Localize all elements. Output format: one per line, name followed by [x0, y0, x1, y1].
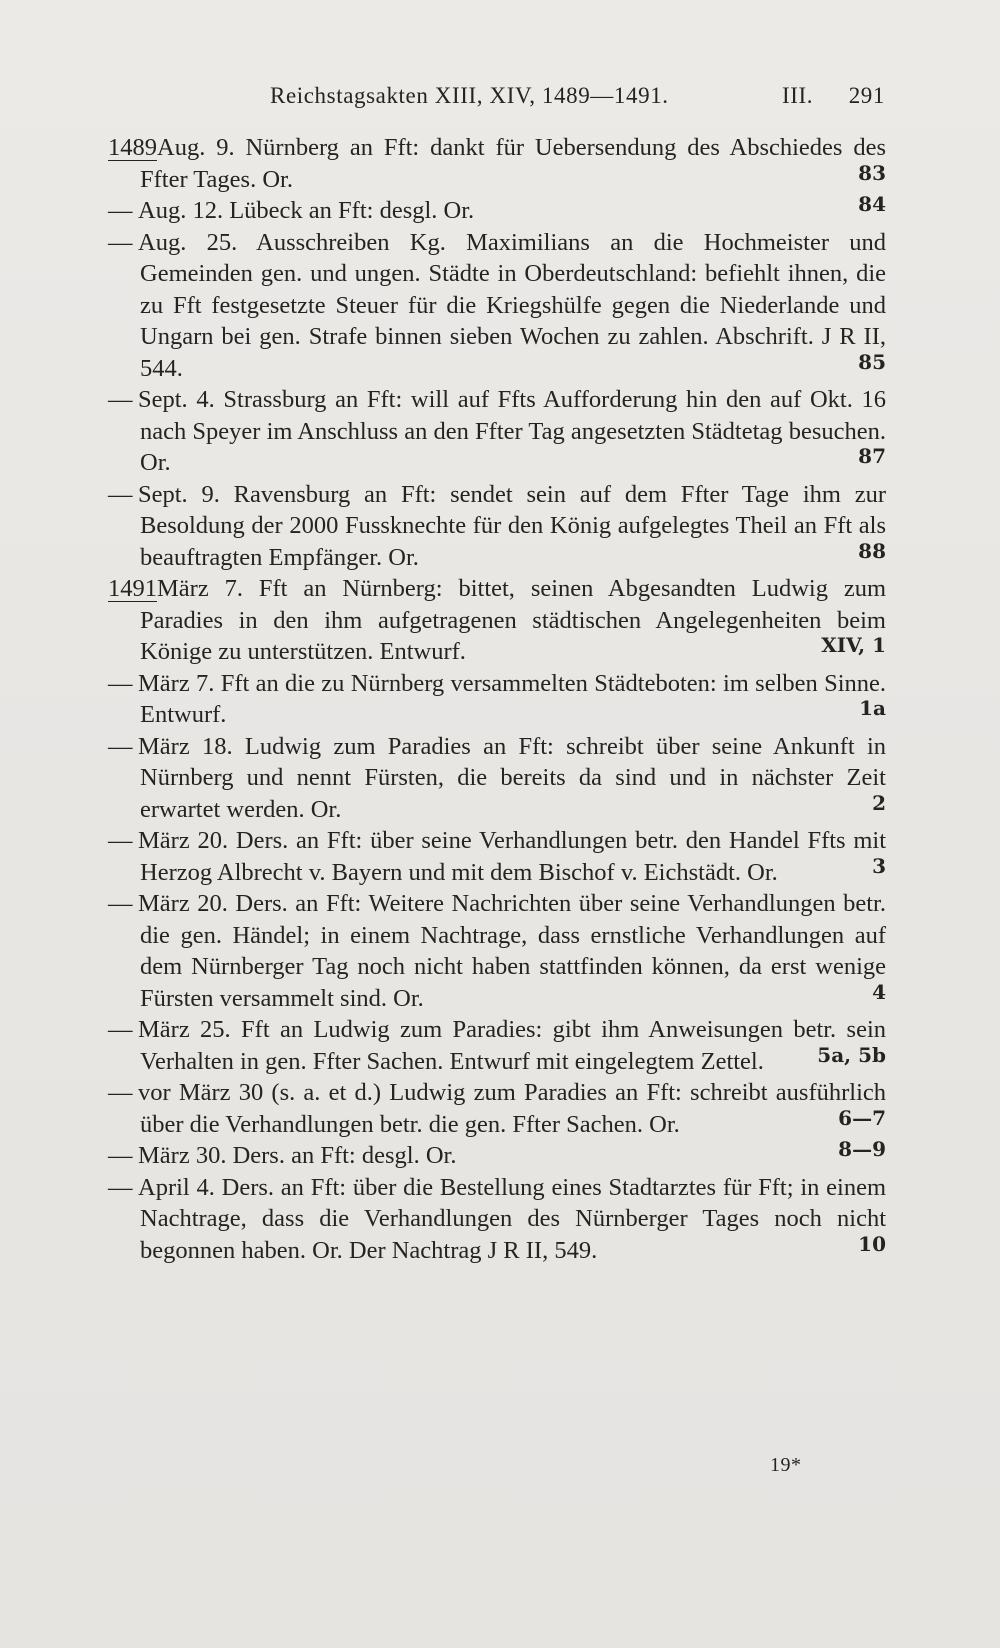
- regest-entry: [108, 1172, 886, 1267]
- entry-lead: [108, 384, 138, 416]
- regest-entry: [108, 479, 886, 574]
- regest-entry: [108, 192, 886, 227]
- regest-entry: [108, 227, 886, 385]
- entry-text: Ravensburg an Fft: sendet sein auf dem Ffter Tage ihm zur Besoldung der 2000 Fussknechte für den König aufgelegtes Theil an Fft als beauftragten Empfänger. Or.: [140, 480, 887, 571]
- ditto-dash: —: [108, 669, 133, 697]
- entry-date: Aug. 9.: [157, 134, 235, 161]
- regest-entry: [108, 1077, 886, 1140]
- ditto-dash: —: [108, 1079, 133, 1106]
- entry-year: 1489: [108, 134, 157, 161]
- regest-entry: [108, 1014, 886, 1077]
- entry-lead: [108, 132, 157, 164]
- entry-text: Ders. an Fft: über seine Verhandlungen betr. den Handel Ffts mit Herzog Albrecht v. Bayern und mit dem Bischof v. Eichstädt. Or.: [140, 827, 887, 886]
- ditto-dash: —: [108, 1016, 133, 1043]
- entry-lead: [108, 195, 138, 227]
- entry-text: Nürnberg an Fft: dankt für Uebersendung des Abschiedes des Ffter Tages. Or.: [140, 134, 886, 193]
- regest-entry: [108, 384, 886, 479]
- entry-text: Ders. an Fft: über die Bestellung eines Stadtarztes für Fft; in einem Nachtrage, dass die Verhandlungen des Nürnberger Tages noch nicht begonnen haben. Or. Der Nachtrag J R II, 549.: [140, 1173, 887, 1264]
- entry-text: Strassburg an Fft: will auf Ffts Aufforderung hin den auf Okt. 16 nach Speyer im Anschluss an den Ffter Tag angesetzten Städtetag besuchen. Or.: [140, 386, 887, 476]
- entry-text: Fft an Nürnberg: bittet, seinen Abgesandten Ludwig zum Paradies in den ihm aufgetragenen städtischen Angelegenheiten beim Könige zu unterstützen. Entwurf.: [140, 575, 887, 665]
- entry-text: Fft an die zu Nürnberg versammelten Städteboten: im selben Sinne. Entwurf.: [140, 669, 886, 728]
- regest-entry: [108, 1137, 886, 1172]
- entry-date: März 25.: [138, 1016, 231, 1043]
- entry-text: Ders. an Fft: desgl. Or.: [232, 1142, 457, 1169]
- entry-list: [108, 132, 886, 1266]
- entry-lead: [108, 1014, 138, 1046]
- document-number: 4: [872, 979, 886, 1004]
- document-number: 2: [872, 790, 886, 815]
- entry-text: Ausschreiben Kg. Maximilians an die Hochmeister und Gemeinden gen. und ungen. Städte in Oberdeutschland: befiehlt ihnen, die zu Fft festgesetzte Steuer für die Kriegshülfe gegen die Niederlande und Ungarn bei gen. Strafe binnen sieben Wochen zu zahlen. Abschrift. J R II, 544.: [140, 228, 886, 382]
- entry-lead: [108, 1077, 138, 1109]
- entry-date: März 20.: [138, 827, 229, 854]
- document-number: 88: [858, 538, 886, 563]
- document-number: 6—7: [838, 1105, 886, 1130]
- ditto-dash: —: [108, 890, 133, 917]
- ditto-dash: —: [108, 197, 133, 224]
- ditto-dash: —: [108, 480, 133, 508]
- entry-lead: [108, 731, 138, 763]
- running-header: [270, 83, 885, 117]
- document-number: 85: [858, 349, 886, 374]
- regest-entry: [108, 668, 886, 731]
- running-title: Reichstagsakten XIII, XIV, 1489—1491.: [270, 83, 669, 108]
- entry-text: Ludwig zum Paradies an Fft: schreibt ausführlich über die Verhandlungen betr. die gen. Ffter Sachen. Or.: [140, 1079, 887, 1138]
- entry-date: März 7.: [138, 669, 215, 697]
- printer-signature: 19*: [770, 1454, 802, 1476]
- entry-lead: [108, 888, 138, 920]
- ditto-dash: —: [108, 386, 133, 413]
- ditto-dash: —: [108, 1173, 133, 1201]
- entry-lead: [108, 573, 157, 605]
- document-number: 1a: [859, 696, 886, 720]
- document-number: 3: [872, 853, 886, 878]
- entry-lead: [108, 1140, 138, 1172]
- entry-date: März 7.: [157, 575, 243, 602]
- ditto-dash: —: [108, 827, 133, 854]
- entry-date: Aug. 25.: [138, 228, 238, 256]
- entry-lead: [108, 825, 138, 857]
- document-number: 10: [858, 1231, 886, 1256]
- entry-date: vor März 30 (s. a. et d.): [138, 1079, 382, 1106]
- entry-lead: [108, 227, 138, 259]
- entry-year: 1491: [108, 575, 157, 602]
- entry-lead: [108, 479, 138, 511]
- ditto-dash: —: [108, 1142, 133, 1169]
- entry-date: Aug. 12.: [138, 197, 224, 224]
- entry-date: April 4.: [138, 1173, 215, 1201]
- document-number: 5a, 5b: [817, 1042, 886, 1067]
- section-number: III.: [782, 83, 814, 108]
- entry-text: Ders. an Fft: Weitere Nachrichten über seine Verhandlungen betr. die gen. Händel; in einem Nachtrage, dass ernstliche Verhandlungen auf dem Nürnberger Tag noch nicht haben stattfinden können, da erst wenige Fürsten versammelt sind. Or.: [140, 890, 886, 1012]
- regest-entry: [108, 132, 886, 195]
- entry-date: März 18.: [138, 732, 233, 760]
- entry-text: Ludwig zum Paradies an Fft: schreibt über seine Ankunft in Nürnberg und nennt Fürsten, die bereits da sind und in nächster Zeit erwartet werden. Or.: [140, 732, 887, 823]
- document-number: 84: [858, 192, 886, 216]
- document-number: 8—9: [838, 1137, 886, 1161]
- ditto-dash: —: [108, 732, 133, 760]
- document-number: XIV, 1: [821, 633, 886, 657]
- document-number: 87: [858, 444, 886, 468]
- entry-date: März 30.: [138, 1142, 227, 1169]
- entry-text: Lübeck an Fft: desgl. Or.: [229, 197, 475, 224]
- entry-lead: [108, 1172, 138, 1204]
- entry-date: März 20.: [138, 890, 228, 917]
- regest-entry: [108, 731, 886, 826]
- document-number: 83: [858, 160, 886, 185]
- regest-entry: [108, 825, 886, 888]
- page-number: 291: [848, 83, 885, 108]
- entry-date: Sept. 4.: [138, 386, 215, 413]
- entry-date: Sept. 9.: [138, 480, 220, 508]
- entry-lead: [108, 668, 138, 700]
- entry-text: Fft an Ludwig zum Paradies: gibt ihm Anweisungen betr. sein Verhalten in gen. Ffter Sachen. Entwurf mit eingelegtem Zettel.: [140, 1016, 886, 1075]
- ditto-dash: —: [108, 228, 133, 256]
- regest-entry: [108, 573, 886, 668]
- regest-entry: [108, 888, 886, 1014]
